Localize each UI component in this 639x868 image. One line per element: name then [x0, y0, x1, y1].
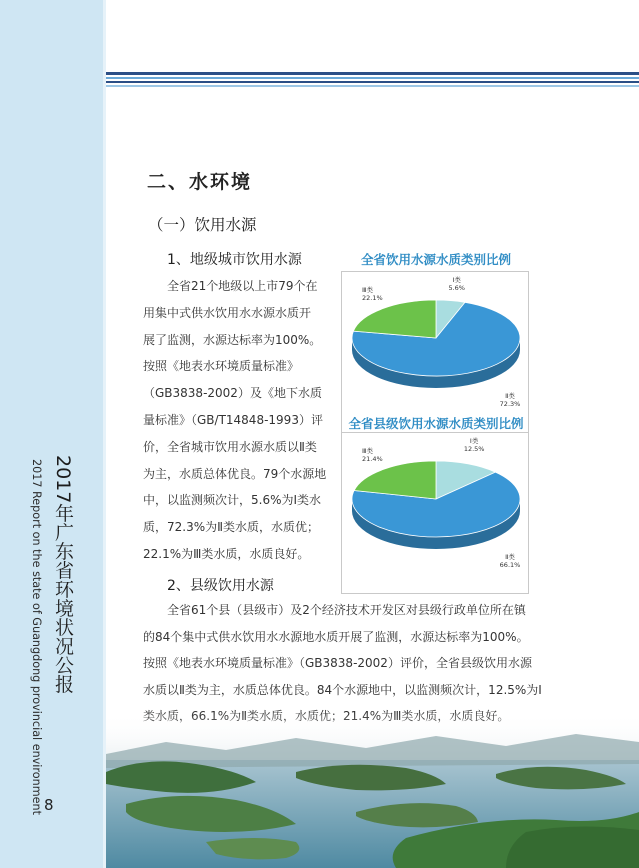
pie-value-2: 72.3%: [499, 400, 521, 408]
text-line: 质，72.3%为Ⅱ类水质，水质优；: [143, 520, 320, 535]
text-line: 的84个集中式供水饮用水水源地水质开展了监测，水源达标率为100%。: [143, 629, 529, 644]
text-line: 中，以监测频次计，5.6%为Ⅰ类水: [143, 493, 322, 508]
chart-title-county: 全省县级饮用水源水质类别比例: [348, 416, 524, 431]
item-heading-city: 1、地级城市饮用水源: [167, 252, 302, 268]
pie-label-1: Ⅰ类: [469, 437, 479, 445]
text-line: 22.1%为Ⅲ类水质，水质良好。: [143, 546, 310, 561]
text-line: 全省61个县（县级市）及2个经济技术开发区对县级行政单位所在镇: [167, 603, 526, 617]
stripe-light: [106, 77, 639, 79]
subsection-heading: （一）饮用水源: [148, 216, 257, 234]
pie-label-3: Ⅲ类: [362, 447, 373, 455]
pie-value-2: 66.1%: [499, 561, 521, 569]
text-line: 展了监测，水源达标率为100%。: [143, 332, 322, 347]
chart-title-city: 全省饮用水源水质类别比例: [360, 252, 511, 267]
stripe-dark: [106, 72, 639, 75]
pie-label-2: Ⅱ类: [505, 553, 515, 561]
stripe-dark: [106, 81, 639, 83]
pie-slice-3: [353, 300, 436, 338]
report-title-zh: 2017年广东省环境状况公报: [52, 455, 74, 694]
pie-label-1: Ⅰ类: [452, 276, 461, 284]
text-line: 按照《地表水环境质量标准》（GB3838-2002）评价，全省县级饮用水源: [143, 656, 532, 671]
section-heading: 二、水环境: [147, 171, 253, 193]
pie-value-3: 21.4%: [362, 455, 383, 463]
pie-value-1: 5.6%: [448, 284, 465, 292]
paragraph-county-water: [143, 597, 613, 730]
report-title-en: 2017 Report on the state of Guangdong provincial environment: [30, 459, 43, 815]
vertical-report-title: [12, 455, 92, 815]
text-line: 为主，水质总体优良。79个水源地: [143, 466, 327, 481]
stripe-light: [106, 85, 639, 87]
pie-label-3: Ⅲ类: [362, 286, 373, 294]
pie-value-1: 12.5%: [463, 445, 485, 453]
pie-label-2: Ⅱ类: [505, 392, 515, 400]
pie-chart-city: [341, 271, 529, 433]
text-line: （GB3838-2002）及《地下水质: [143, 386, 322, 401]
pie-chart-city-svg: [342, 272, 528, 432]
header-stripes: [106, 72, 639, 94]
text-line: 价，全省城市饮用水源水质以Ⅱ类: [143, 439, 317, 454]
pie-value-3: 22.1%: [362, 294, 383, 302]
pie-chart-county: [341, 432, 529, 594]
item-heading-county: 2、县级饮用水源: [167, 578, 274, 594]
text-line: 全省21个地级以上市79个在: [167, 279, 318, 293]
page-number: 8: [44, 796, 54, 814]
pie-chart-county-svg: [342, 433, 528, 593]
text-line: 量标准》（GB/T14848-1993）评: [143, 412, 323, 427]
text-line: 水质以Ⅱ类为主，水质总体优良。84个水源地中，以监测频次计，12.5%为Ⅰ: [143, 682, 542, 697]
lake-landscape-image: [106, 712, 639, 868]
text-line: 按照《地表水环境质量标准》: [143, 359, 300, 374]
paragraph-city-water: [143, 273, 328, 568]
text-line: 用集中式供水饮用水水源水质开: [143, 305, 312, 320]
